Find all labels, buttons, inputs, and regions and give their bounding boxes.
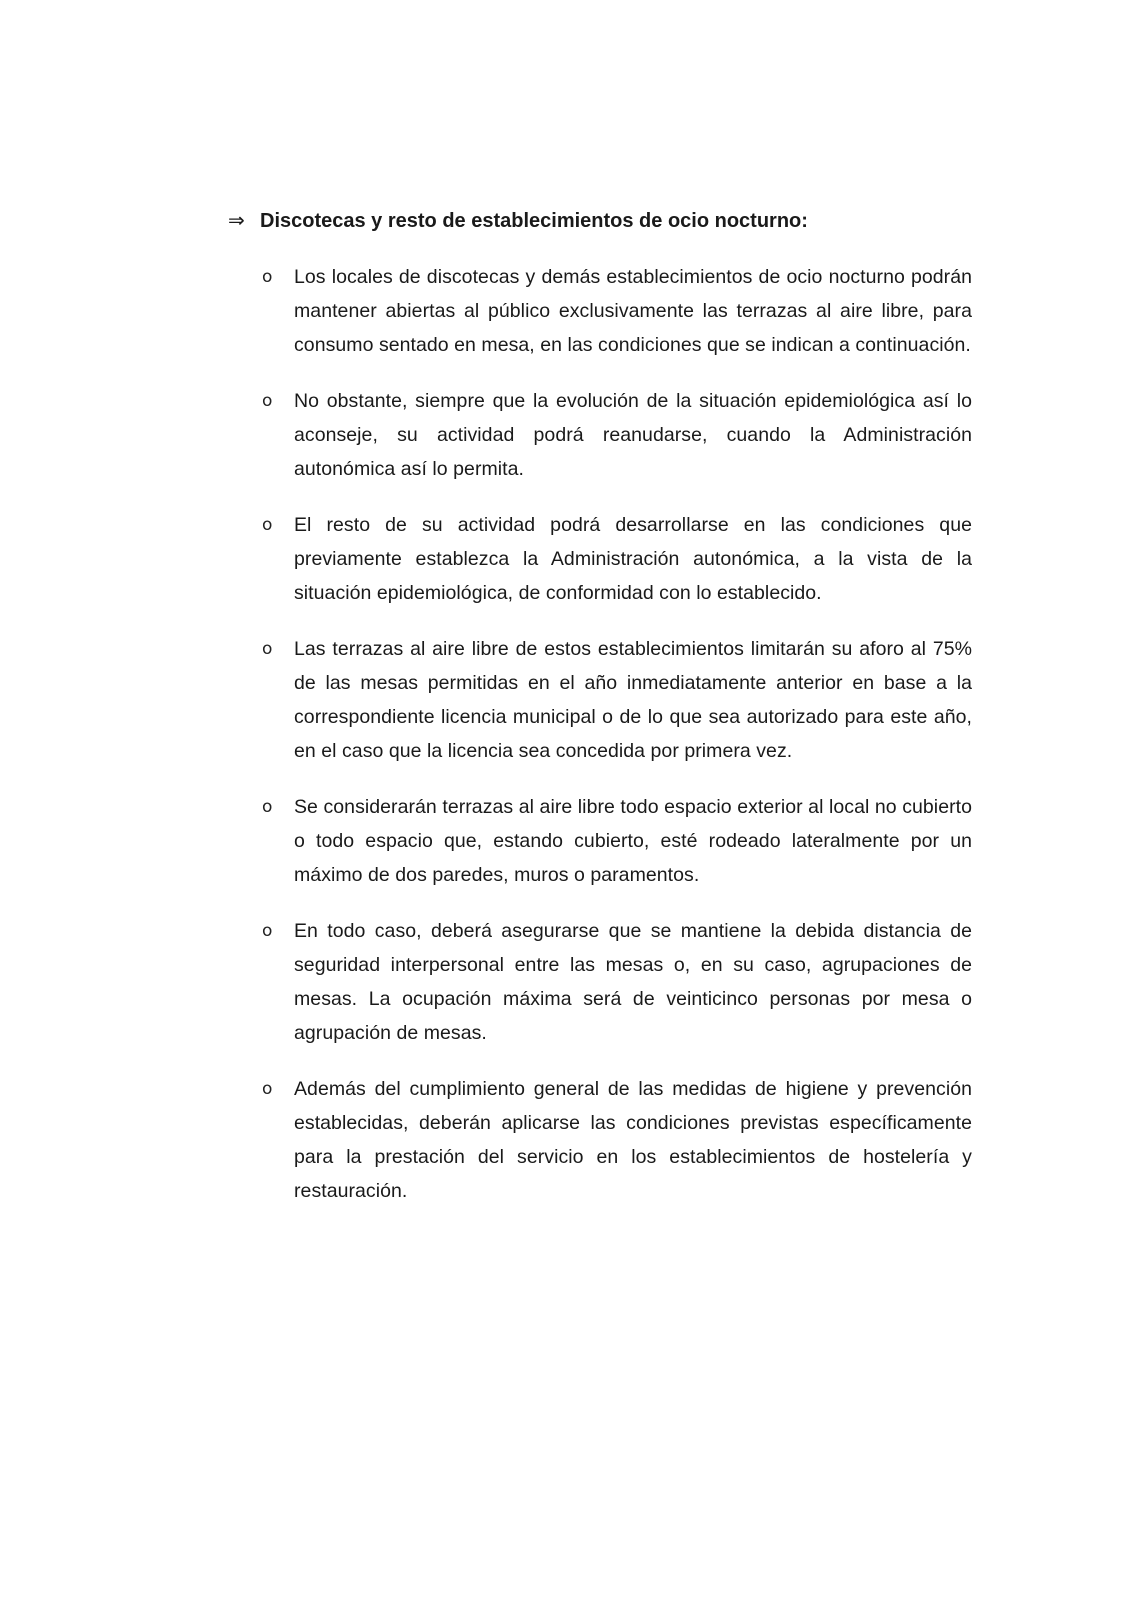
list-item: [262, 1072, 972, 1208]
list-item-text: En todo caso, deberá asegurarse que se mantiene la debida distancia de seguridad interpersonal entre las mesas o, en su caso, agrupaciones de mesas. La ocupación máxima será de veinticinco personas por mesa o agrupación de mesas.: [294, 920, 972, 1044]
list-item: [262, 260, 972, 362]
list-item-text: Se considerarán terrazas al aire libre todo espacio exterior al local no cubierto o todo espacio que, estando cubierto, esté rodeado lateralmente por un máximo de dos paredes, muros o paramentos.: [294, 796, 972, 886]
list-item: [262, 914, 972, 1050]
list-item-text: No obstante, siempre que la evolución de la situación epidemiológica así lo aconseje, su actividad podrá reanudarse, cuando la Administración autonómica así lo permita.: [294, 390, 972, 480]
arrow-right-icon: ⇒: [228, 208, 245, 232]
circle-bullet-icon: o: [262, 267, 273, 287]
list-item-text: El resto de su actividad podrá desarrollarse en las condiciones que previamente establezca la Administración autonómica, a la vista de la situación epidemiológica, de conformidad con lo establecido.: [294, 514, 972, 604]
section-heading-text: Discotecas y resto de establecimientos de ocio nocturno:: [260, 210, 808, 232]
section-heading: [228, 206, 968, 235]
circle-bullet-icon: o: [262, 1079, 273, 1099]
bullet-list: [262, 260, 972, 1230]
circle-bullet-icon: o: [262, 921, 273, 941]
list-item-text: Además del cumplimiento general de las medidas de higiene y prevención establecidas, deberán aplicarse las condiciones previstas específicamente para la prestación del servicio en los establecimientos de hostelería y restauración.: [294, 1078, 972, 1202]
circle-bullet-icon: o: [262, 797, 273, 817]
circle-bullet-icon: o: [262, 639, 273, 659]
circle-bullet-icon: o: [262, 515, 273, 535]
list-item: [262, 790, 972, 892]
list-item: [262, 508, 972, 610]
list-item-text: Los locales de discotecas y demás establecimientos de ocio nocturno podrán mantener abiertas al público exclusivamente las terrazas al aire libre, para consumo sentado en mesa, en las condiciones que se indican a continuación.: [294, 266, 972, 356]
list-item: [262, 384, 972, 486]
list-item: [262, 632, 972, 768]
list-item-text: Las terrazas al aire libre de estos establecimientos limitarán su aforo al 75% de las mesas permitidas en el año inmediatamente anterior en base a la correspondiente licencia municipal o de lo que sea autorizado para este año, en el caso que la licencia sea concedida por primera vez.: [294, 638, 972, 762]
circle-bullet-icon: o: [262, 391, 273, 411]
